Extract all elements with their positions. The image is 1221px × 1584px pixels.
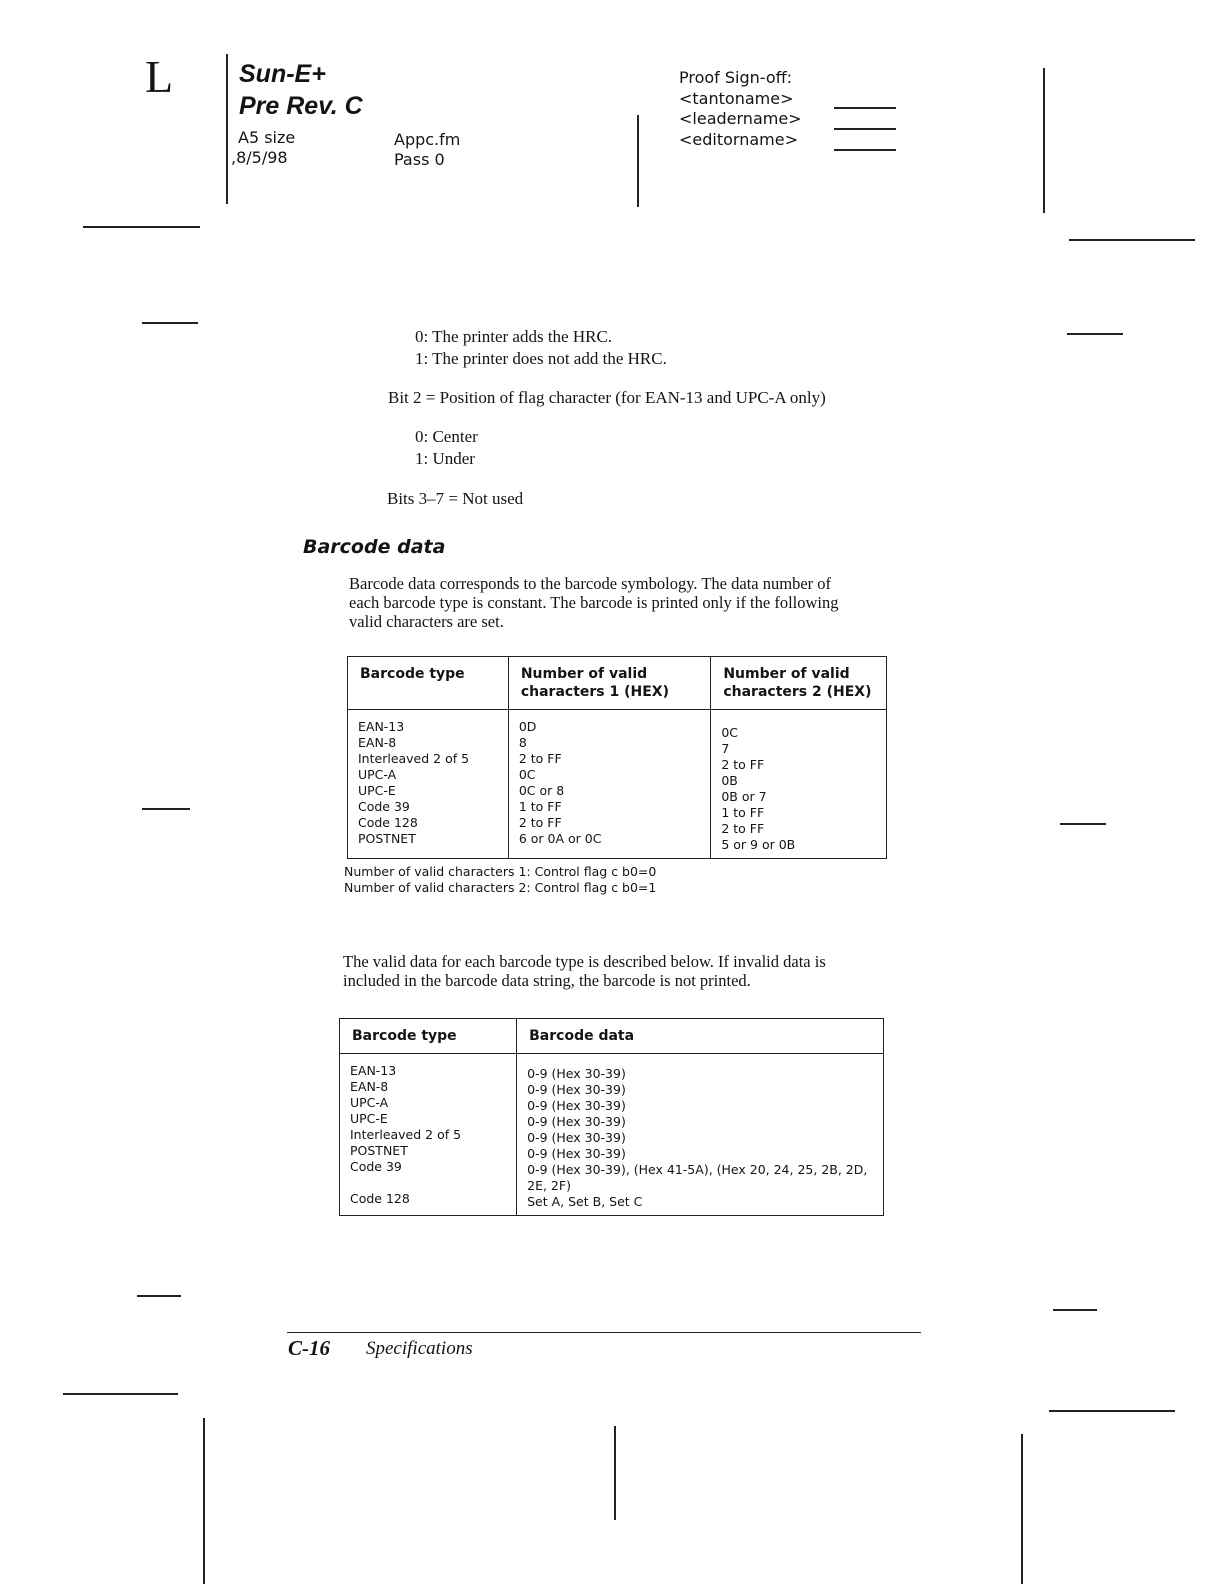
table-note: Number of valid characters 1: Control flag c b0=0	[344, 864, 657, 879]
signoff-line	[834, 128, 896, 130]
list-item: 2 to FF	[518, 751, 562, 766]
crop-mark	[142, 322, 198, 324]
crop-mark	[83, 226, 200, 228]
table-header-row	[348, 657, 887, 710]
list-item: EAN-13	[358, 719, 405, 734]
table-header-row	[340, 1019, 884, 1054]
valid-characters-table	[347, 656, 887, 859]
list-item: 0B or 7	[721, 789, 767, 804]
list-item: 7	[721, 741, 730, 756]
barcode-type-cell	[340, 1054, 517, 1216]
column-header: Barcode data	[517, 1019, 884, 1054]
list-item: Interleaved 2 of 5	[358, 751, 470, 766]
list-item: 2 to FF	[721, 821, 765, 836]
list-item: 0-9 (Hex 30-39)	[527, 1066, 626, 1081]
valid-chars-2-cell	[711, 710, 887, 859]
list-item: 0D	[518, 719, 537, 734]
list-item: Code 128	[350, 1191, 410, 1206]
leader-name: <leadername>	[679, 109, 802, 128]
signoff-line	[834, 149, 896, 151]
pass-label: Pass 0	[394, 150, 445, 169]
intro-line: each barcode type is constant. The barcode is printed only if the following	[349, 593, 839, 612]
crop-mark	[203, 1418, 205, 1584]
crop-mark	[1067, 333, 1123, 335]
paragraph-line: included in the barcode data string, the barcode is not printed.	[343, 971, 751, 990]
revision-label: Pre Rev. C	[239, 92, 363, 120]
proof-title: Proof Sign-off:	[679, 68, 793, 87]
list-item: 1 to FF	[518, 799, 562, 814]
crop-mark	[226, 54, 228, 204]
list-item: 2 to FF	[721, 757, 765, 772]
editor-name: <editorname>	[679, 129, 798, 149]
corner-letter: L	[145, 51, 174, 102]
flag-option-0: 0: Center	[415, 427, 478, 446]
barcode-data-cell	[517, 1054, 884, 1216]
list-item: 0B	[721, 773, 738, 788]
bit2-description: Bit 2 = Position of flag character (for EAN-13 and UPC-A only)	[388, 388, 826, 407]
list-item: 0C	[721, 725, 739, 740]
crop-mark	[637, 115, 639, 207]
list-item: 0-9 (Hex 30-39)	[527, 1114, 626, 1129]
page-size: A5 size	[238, 128, 296, 147]
list-item: 6 or 0A or 0C	[518, 831, 602, 846]
list-item: 0-9 (Hex 30-39)	[527, 1082, 626, 1097]
list-item: 0C	[518, 767, 536, 782]
crop-mark	[1060, 823, 1106, 825]
list-item	[350, 1175, 508, 1191]
date: 8/5/98	[236, 148, 288, 167]
column-header: Number of valid characters 1 (HEX)	[508, 657, 711, 710]
crop-mark	[1049, 1410, 1175, 1412]
paragraph-line: The valid data for each barcode type is described below. If invalid data is	[343, 952, 826, 971]
list-item: POSTNET	[358, 831, 416, 846]
page-number: C-16	[288, 1336, 330, 1360]
list-item: 5 or 9 or 0B	[721, 837, 796, 852]
crop-mark	[1021, 1434, 1023, 1584]
flag-option-1: 1: Under	[415, 449, 475, 468]
intro-paragraph	[349, 574, 839, 631]
section-title: Barcode data	[303, 536, 446, 558]
list-item: UPC-A	[350, 1095, 389, 1110]
list-item: Set A, Set B, Set C	[527, 1194, 643, 1209]
column-header: Barcode type	[348, 657, 509, 710]
project-name: Sun-E+	[239, 60, 326, 88]
list-item: Code 39	[358, 799, 410, 814]
list-item: 0-9 (Hex 30-39)	[527, 1130, 626, 1145]
list-item: EAN-13	[350, 1063, 397, 1078]
file-name: Appc.fm	[394, 130, 461, 149]
list-item: 0-9 (Hex 30-39)	[527, 1098, 626, 1113]
crop-mark	[63, 1393, 178, 1395]
crop-mark	[142, 808, 190, 810]
hrc-option-1: 1: The printer does not add the HRC.	[415, 349, 667, 368]
bits37-description: Bits 3–7 = Not used	[387, 489, 524, 508]
list-item: 0-9 (Hex 30-39), (Hex 41-5A), (Hex 20, 24, 25, 2B, 2D,	[527, 1162, 868, 1177]
column-header: Number of valid characters 2 (HEX)	[711, 657, 887, 710]
list-item: EAN-8	[350, 1079, 389, 1094]
barcode-type-cell	[348, 710, 509, 859]
list-item: Code 39	[350, 1159, 402, 1174]
valid-chars-1-cell	[508, 710, 711, 859]
column-header: Barcode type	[340, 1019, 517, 1054]
table-note: Number of valid characters 2: Control flag c b0=1	[344, 880, 657, 895]
list-item: UPC-A	[358, 767, 397, 782]
barcode-data-table	[339, 1018, 884, 1216]
crop-mark	[1043, 68, 1045, 213]
crop-mark	[614, 1426, 616, 1520]
table-row	[348, 710, 887, 859]
crop-mark	[137, 1295, 181, 1297]
list-item: 2 to FF	[518, 815, 562, 830]
footer-rule	[287, 1332, 921, 1333]
hrc-option-0: 0: The printer adds the HRC.	[415, 327, 613, 346]
valid-data-paragraph	[343, 952, 826, 990]
list-item: Interleaved 2 of 5	[350, 1127, 462, 1142]
list-item: 0-9 (Hex 30-39)	[527, 1146, 626, 1161]
list-item: EAN-8	[358, 735, 397, 750]
chapter-name: Specifications	[366, 1338, 473, 1359]
intro-line: Barcode data corresponds to the barcode symbology. The data number of	[349, 574, 832, 593]
list-item: UPC-E	[350, 1111, 388, 1126]
intro-line: valid characters are set.	[349, 612, 504, 631]
list-item: 2E, 2F)	[527, 1178, 571, 1193]
list-item: 0C or 8	[518, 783, 565, 798]
tanto-name: <tantoname>	[679, 88, 794, 108]
list-item: Code 128	[358, 815, 418, 830]
proof-signoff	[679, 68, 802, 150]
crop-mark	[1053, 1309, 1097, 1311]
signoff-line	[834, 107, 896, 109]
list-item: 1 to FF	[721, 805, 765, 820]
list-item: POSTNET	[350, 1143, 408, 1158]
date-row: ,8/5/98	[231, 148, 288, 167]
list-item: UPC-E	[358, 783, 396, 798]
crop-mark	[1069, 239, 1195, 241]
table-row	[340, 1054, 884, 1216]
list-item: 8	[518, 735, 527, 750]
